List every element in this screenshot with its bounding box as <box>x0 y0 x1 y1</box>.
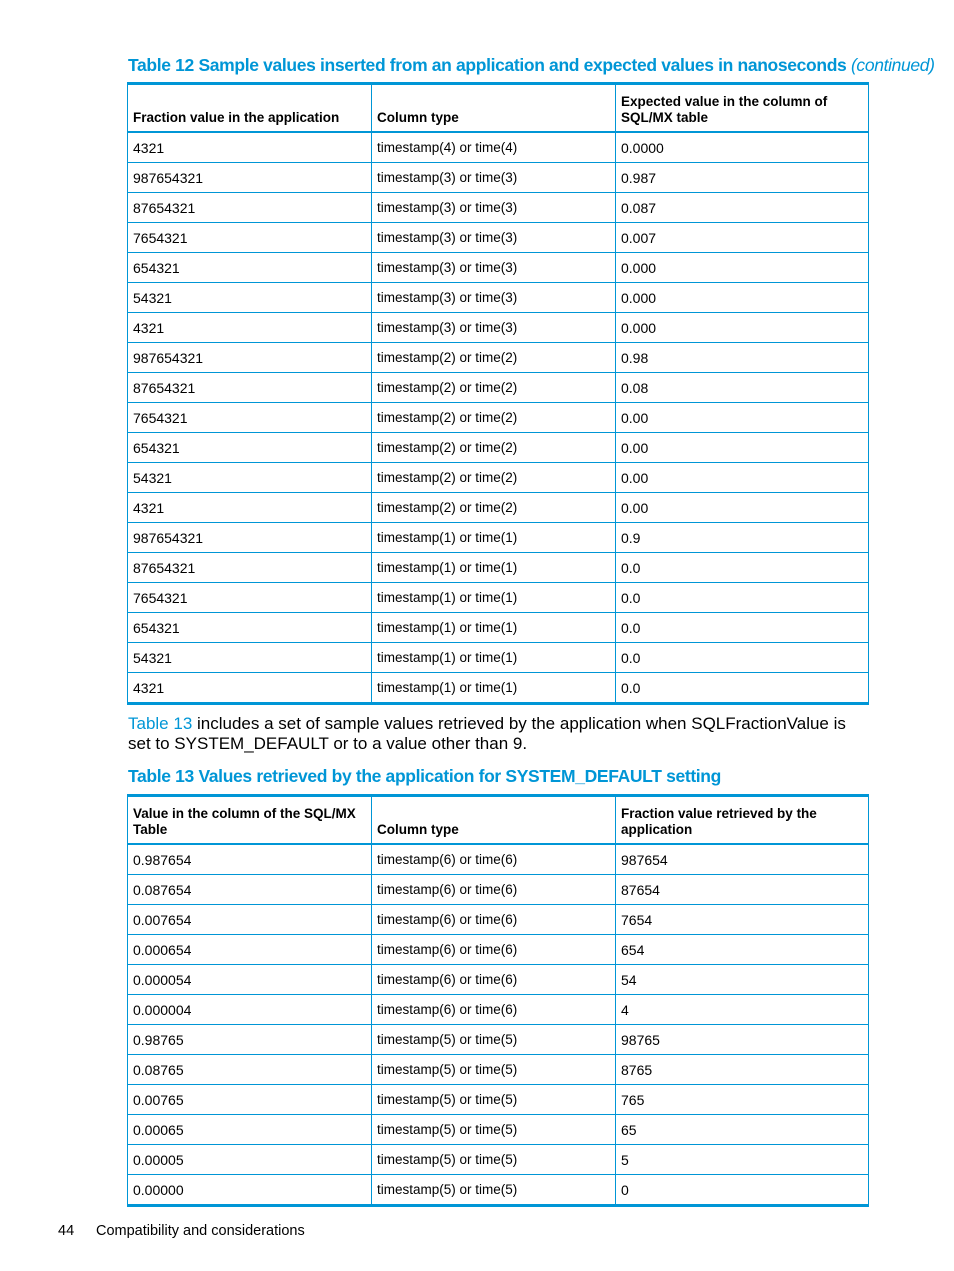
table-cell: 654321 <box>128 613 372 643</box>
table-cell: 54321 <box>128 463 372 493</box>
paragraph-text: includes a set of sample values retrieved by the application when SQLFractionValue is set to SYSTEM_DEFAULT or to a value other than 9. <box>128 714 846 753</box>
table-cell: timestamp(2) or time(2) <box>372 373 616 403</box>
page-number: 44 <box>58 1223 75 1239</box>
table-cell: timestamp(1) or time(1) <box>372 583 616 613</box>
table-cell: timestamp(5) or time(5) <box>372 1145 616 1175</box>
table-13-link[interactable]: Table 13 <box>128 714 193 733</box>
table-cell: timestamp(3) or time(3) <box>372 223 616 253</box>
column-header: Fraction value in the application <box>128 84 372 133</box>
table-cell: 7654321 <box>128 223 372 253</box>
table-cell: timestamp(1) or time(1) <box>372 673 616 704</box>
table-row <box>128 523 869 553</box>
table-cell: timestamp(2) or time(2) <box>372 403 616 433</box>
table-row <box>128 313 869 343</box>
table-cell: timestamp(6) or time(6) <box>372 875 616 905</box>
table-cell: 0.0 <box>616 613 869 643</box>
table-row <box>128 1115 869 1145</box>
table-cell: 98765 <box>616 1025 869 1055</box>
table-cell: 87654321 <box>128 373 372 403</box>
column-header: Column type <box>372 796 616 845</box>
table-13 <box>127 794 869 1207</box>
table-header-row <box>128 84 869 133</box>
table-cell: timestamp(6) or time(6) <box>372 844 616 875</box>
table-cell: 54 <box>616 965 869 995</box>
footer-section-title: Compatibility and considerations <box>96 1223 305 1239</box>
table-cell: 0.000004 <box>128 995 372 1025</box>
table-cell: 0.00065 <box>128 1115 372 1145</box>
table-cell: 0.0 <box>616 643 869 673</box>
table-cell: 0.9 <box>616 523 869 553</box>
table-cell: 987654321 <box>128 343 372 373</box>
body-paragraph <box>128 714 863 754</box>
table-row <box>128 253 869 283</box>
table-cell: 0.00000 <box>128 1175 372 1206</box>
table-cell: timestamp(1) or time(1) <box>372 613 616 643</box>
table-cell: timestamp(1) or time(1) <box>372 523 616 553</box>
table-cell: timestamp(5) or time(5) <box>372 1025 616 1055</box>
table-cell: timestamp(5) or time(5) <box>372 1055 616 1085</box>
table-cell: 0.0 <box>616 673 869 704</box>
table-row <box>128 463 869 493</box>
table-cell: 0.000 <box>616 283 869 313</box>
table-row <box>128 193 869 223</box>
table-row <box>128 583 869 613</box>
table-cell: 0.98765 <box>128 1025 372 1055</box>
table-cell: 0.00 <box>616 403 869 433</box>
table-cell: 0 <box>616 1175 869 1206</box>
table-row <box>128 373 869 403</box>
table-cell: 54321 <box>128 283 372 313</box>
table-cell: timestamp(3) or time(3) <box>372 253 616 283</box>
table-row <box>128 1025 869 1055</box>
table-row <box>128 343 869 373</box>
table-cell: timestamp(6) or time(6) <box>372 935 616 965</box>
table-row <box>128 643 869 673</box>
table-row <box>128 223 869 253</box>
column-header: Column type <box>372 84 616 133</box>
table-12 <box>127 82 869 705</box>
table-cell: 4321 <box>128 493 372 523</box>
table-cell: 65 <box>616 1115 869 1145</box>
table-row <box>128 433 869 463</box>
table-cell: 0.00 <box>616 493 869 523</box>
table-row <box>128 673 869 704</box>
table-cell: 0.000654 <box>128 935 372 965</box>
table-row <box>128 965 869 995</box>
table-cell: 0.987 <box>616 163 869 193</box>
table-cell: 87654321 <box>128 193 372 223</box>
table-cell: 765 <box>616 1085 869 1115</box>
table-row <box>128 1145 869 1175</box>
table-cell: 4321 <box>128 673 372 704</box>
table-cell: timestamp(3) or time(3) <box>372 163 616 193</box>
column-header: Expected value in the column of SQL/MX table <box>616 84 869 133</box>
table-13-caption: Table 13 Values retrieved by the application for SYSTEM_DEFAULT setting <box>128 766 721 786</box>
table-cell: timestamp(3) or time(3) <box>372 313 616 343</box>
table-cell: timestamp(6) or time(6) <box>372 965 616 995</box>
table-row <box>128 905 869 935</box>
table-row <box>128 493 869 523</box>
table-row <box>128 875 869 905</box>
table-cell: 987654321 <box>128 523 372 553</box>
table-cell: 654321 <box>128 253 372 283</box>
table-cell: timestamp(5) or time(5) <box>372 1085 616 1115</box>
column-header: Value in the column of the SQL/MX Table <box>128 796 372 845</box>
table-cell: 0.00 <box>616 433 869 463</box>
table-row <box>128 844 869 875</box>
table-row <box>128 995 869 1025</box>
table-cell: 7654321 <box>128 403 372 433</box>
table-cell: timestamp(5) or time(5) <box>372 1175 616 1206</box>
table-cell: 0.0 <box>616 553 869 583</box>
table-12-caption: Table 12 Sample values inserted from an application and expected values in nanoseconds (continued) <box>128 55 935 75</box>
table-cell: 0.0 <box>616 583 869 613</box>
table-cell: 5 <box>616 1145 869 1175</box>
table-cell: 0.000054 <box>128 965 372 995</box>
table-row <box>128 283 869 313</box>
table-cell: 0.00765 <box>128 1085 372 1115</box>
table-row <box>128 132 869 163</box>
table-cell: 0.000 <box>616 253 869 283</box>
table-cell: 0.0000 <box>616 132 869 163</box>
table-cell: 0.987654 <box>128 844 372 875</box>
table-cell: 654321 <box>128 433 372 463</box>
table-cell: 7654 <box>616 905 869 935</box>
table-row <box>128 553 869 583</box>
table-row <box>128 163 869 193</box>
table-cell: timestamp(4) or time(4) <box>372 132 616 163</box>
table-cell: timestamp(2) or time(2) <box>372 493 616 523</box>
table-row <box>128 613 869 643</box>
table-cell: 87654321 <box>128 553 372 583</box>
table-cell: 0.08 <box>616 373 869 403</box>
table-cell: timestamp(3) or time(3) <box>372 193 616 223</box>
table-row <box>128 935 869 965</box>
table-cell: 0.00 <box>616 463 869 493</box>
table-row <box>128 403 869 433</box>
table-cell: 87654 <box>616 875 869 905</box>
table-cell: 8765 <box>616 1055 869 1085</box>
table-cell: timestamp(1) or time(1) <box>372 643 616 673</box>
table-row <box>128 1175 869 1206</box>
table-cell: 0.087 <box>616 193 869 223</box>
table-cell: 654 <box>616 935 869 965</box>
page-footer <box>58 1223 305 1239</box>
table-row <box>128 1085 869 1115</box>
table-cell: timestamp(2) or time(2) <box>372 343 616 373</box>
continued-label: (continued) <box>850 55 935 75</box>
table-cell: 0.000 <box>616 313 869 343</box>
table-cell: 4321 <box>128 132 372 163</box>
table-cell: 7654321 <box>128 583 372 613</box>
column-header: Fraction value retrieved by the application <box>616 796 869 845</box>
table-cell: timestamp(2) or time(2) <box>372 433 616 463</box>
table-cell: 987654 <box>616 844 869 875</box>
table-header-row <box>128 796 869 845</box>
table-cell: 0.08765 <box>128 1055 372 1085</box>
table-cell: 4321 <box>128 313 372 343</box>
table-cell: 0.007654 <box>128 905 372 935</box>
table-cell: 0.087654 <box>128 875 372 905</box>
table-cell: timestamp(6) or time(6) <box>372 905 616 935</box>
table-cell: timestamp(5) or time(5) <box>372 1115 616 1145</box>
table-cell: 0.007 <box>616 223 869 253</box>
table-cell: 54321 <box>128 643 372 673</box>
table-cell: 4 <box>616 995 869 1025</box>
table-cell: 0.98 <box>616 343 869 373</box>
table-cell: timestamp(6) or time(6) <box>372 995 616 1025</box>
table-cell: timestamp(3) or time(3) <box>372 283 616 313</box>
table-cell: timestamp(2) or time(2) <box>372 463 616 493</box>
table-cell: timestamp(1) or time(1) <box>372 553 616 583</box>
table-cell: 987654321 <box>128 163 372 193</box>
table-cell: 0.00005 <box>128 1145 372 1175</box>
table-row <box>128 1055 869 1085</box>
